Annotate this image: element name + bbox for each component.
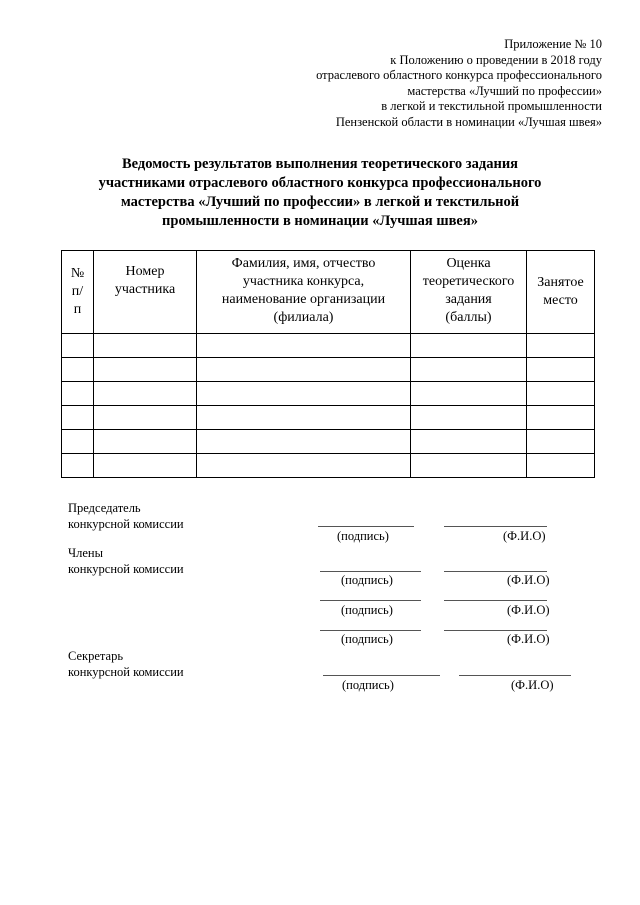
- title-line: Ведомость результатов выполнения теоретического задания: [121, 156, 519, 172]
- chairman-name-caption: (Ф.И.О): [503, 529, 546, 543]
- table-cell[interactable]: [411, 454, 527, 478]
- chairman-signature-caption: (подпись): [337, 529, 389, 543]
- annex-line: отраслевого областного конкурса профессионального: [316, 68, 602, 82]
- table-cell[interactable]: [94, 382, 197, 406]
- table-cell[interactable]: [62, 334, 94, 358]
- table-cell[interactable]: [197, 334, 411, 358]
- secretary-signature-caption: (подпись): [342, 678, 394, 692]
- member3-signature-line[interactable]: [320, 630, 421, 631]
- member2-name-line[interactable]: [444, 600, 547, 601]
- members-label: [68, 545, 184, 577]
- chairman-title: Председатель: [68, 501, 141, 515]
- header-text: место: [543, 293, 578, 308]
- table-row: [62, 382, 595, 406]
- header-text: участника конкурса,: [242, 274, 365, 289]
- table-cell[interactable]: [197, 358, 411, 382]
- header-text: №: [70, 266, 85, 281]
- table-cell[interactable]: [94, 358, 197, 382]
- secretary-name-line[interactable]: [459, 675, 571, 676]
- document-title: [70, 155, 570, 231]
- table-cell[interactable]: [411, 430, 527, 454]
- table-row: [62, 406, 595, 430]
- table-cell[interactable]: [197, 430, 411, 454]
- annex-line: мастерства «Лучший по профессии»: [407, 83, 602, 98]
- header-text: наименование организации: [221, 292, 386, 307]
- table-cell[interactable]: [94, 406, 197, 430]
- member2-name-caption: (Ф.И.О): [507, 603, 550, 617]
- table-cell[interactable]: [197, 454, 411, 478]
- annex-line: Приложение № 10: [504, 37, 602, 51]
- header-text: (филиала): [273, 310, 334, 325]
- table-header-row: [62, 251, 595, 334]
- header-text: п: [73, 302, 82, 317]
- secretary-signature-line[interactable]: [323, 675, 440, 676]
- table-cell[interactable]: [62, 430, 94, 454]
- header-participant-number: [94, 251, 197, 334]
- table-row: [62, 334, 595, 358]
- secretary-label: [68, 648, 184, 680]
- table-row: [62, 358, 595, 382]
- secretary-title: Секретарь: [68, 649, 124, 663]
- annex-line: Пензенской области в номинации «Лучшая швея»: [335, 114, 602, 129]
- header-text: участника: [114, 282, 176, 297]
- header-place: [527, 251, 595, 334]
- member3-name-caption: (Ф.И.О): [507, 632, 550, 646]
- member1-name-caption: (Ф.И.О): [507, 573, 550, 587]
- title-line: промышленности в номинации «Лучшая швея»: [162, 213, 478, 229]
- table-cell[interactable]: [197, 382, 411, 406]
- header-number: [62, 251, 94, 334]
- header-text: (баллы): [445, 310, 492, 325]
- header-text: задания: [445, 292, 492, 307]
- secretary-commission: конкурсной комиссии: [68, 665, 184, 679]
- table-cell[interactable]: [527, 454, 595, 478]
- members-title: Члены: [68, 546, 103, 560]
- table-cell[interactable]: [94, 454, 197, 478]
- annex-line: к Положению о проведении в 2018 году: [390, 52, 602, 67]
- table-cell[interactable]: [94, 430, 197, 454]
- header-text: Оценка: [446, 256, 491, 271]
- table-cell[interactable]: [197, 406, 411, 430]
- table-cell[interactable]: [527, 382, 595, 406]
- table-cell[interactable]: [411, 382, 527, 406]
- title-line: мастерства «Лучший по профессии» в легкой и текстильной: [120, 194, 520, 210]
- members-commission: конкурсной комиссии: [68, 562, 184, 576]
- table-cell[interactable]: [527, 430, 595, 454]
- member1-signature-caption: (подпись): [341, 573, 393, 587]
- chairman-label: [68, 500, 184, 532]
- title-line: участниками отраслевого областного конкурса профессионального: [98, 175, 542, 191]
- table-cell[interactable]: [62, 406, 94, 430]
- table-cell[interactable]: [62, 454, 94, 478]
- table-row: [62, 454, 595, 478]
- header-text: Занятое: [537, 275, 584, 290]
- table-cell[interactable]: [527, 334, 595, 358]
- table-cell[interactable]: [62, 358, 94, 382]
- table-cell[interactable]: [62, 382, 94, 406]
- header-text: Фамилия, имя, отчество: [231, 256, 376, 271]
- header-text: п/: [71, 284, 84, 299]
- table-cell[interactable]: [527, 358, 595, 382]
- member3-signature-caption: (подпись): [341, 632, 393, 646]
- header-text: Номер: [125, 264, 165, 279]
- member3-name-line[interactable]: [444, 630, 547, 631]
- table-cell[interactable]: [411, 334, 527, 358]
- header-score: [411, 251, 527, 334]
- member1-name-line[interactable]: [444, 571, 547, 572]
- table-cell[interactable]: [94, 334, 197, 358]
- member2-signature-caption: (подпись): [341, 603, 393, 617]
- header-text: теоретического: [422, 274, 515, 289]
- table-cell[interactable]: [411, 406, 527, 430]
- secretary-name-caption: (Ф.И.О): [511, 678, 554, 692]
- chairman-signature-line[interactable]: [318, 526, 414, 527]
- annex-line: в легкой и текстильной промышленности: [381, 99, 602, 113]
- table-cell[interactable]: [527, 406, 595, 430]
- results-table: [61, 250, 595, 478]
- chairman-commission: конкурсной комиссии: [68, 517, 184, 531]
- chairman-name-line[interactable]: [444, 526, 547, 527]
- table-cell[interactable]: [411, 358, 527, 382]
- table-row: [62, 430, 595, 454]
- header-full-name: [197, 251, 411, 334]
- member1-signature-line[interactable]: [320, 571, 421, 572]
- annex-header: [262, 37, 602, 130]
- member2-signature-line[interactable]: [320, 600, 421, 601]
